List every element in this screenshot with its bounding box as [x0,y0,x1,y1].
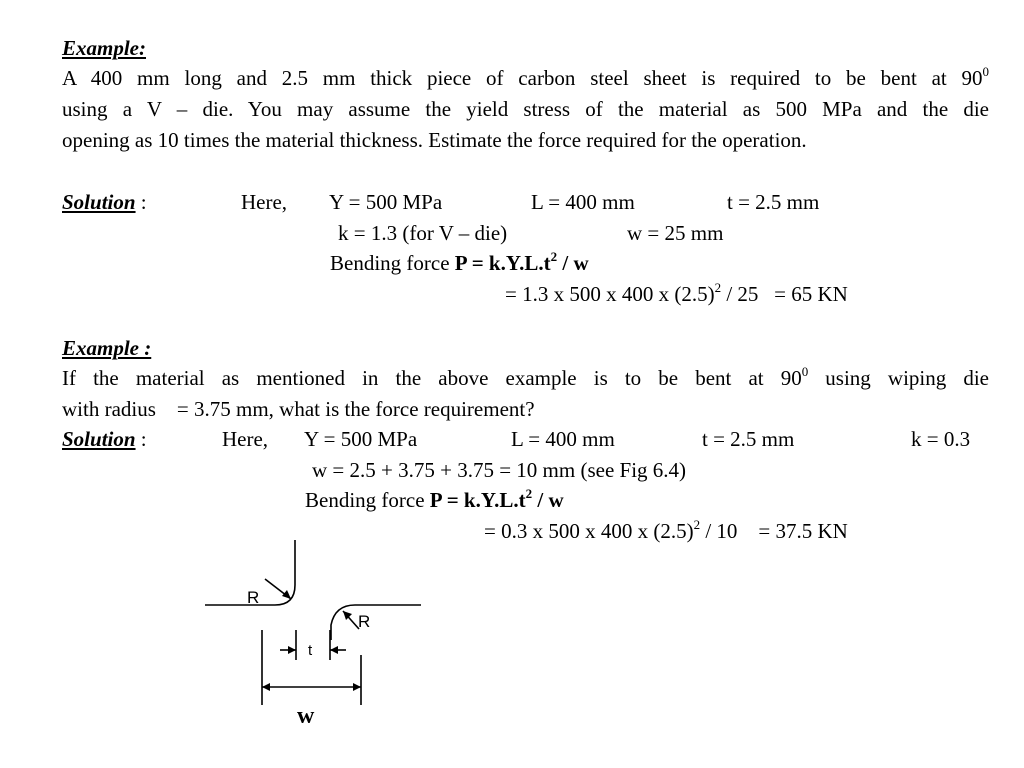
w-label: w [297,703,315,729]
solution2-heading: Solution : [62,427,147,451]
t-arrowhead-right [330,646,338,654]
t-arrowhead-left [288,646,296,654]
example1-line2: using a V – die. You may assume the yield stress of the material as 500 MPa and the die [62,97,989,121]
w-arrowhead-right [353,683,361,691]
solution1-w: w = 25 mm [627,221,724,245]
r-top-arrowhead [282,590,291,599]
solution2-k: k = 0.3 [911,427,971,451]
w-arrowhead-left [262,683,270,691]
solution2-bending-force: Bending force $P = k.Y.L.t^2 / w$ [305,486,564,512]
wiping-die-diagram [195,535,435,735]
solution1-heading: Solution : [62,190,147,214]
t-label: t [308,642,313,659]
example1-line3: opening as 10 times the material thickness. Estimate the force required for the operation. [62,128,807,152]
solution2-calculation: = 0.3 x 500 x 400 x $(2.5)^2 / 10$ = 37.5 KN [484,517,848,543]
solution2-w: w = 2.5 + 3.75 + 3.75 = 10 mm (see Fig 6.4) [312,458,687,482]
right-die-profile [331,605,421,640]
example1-line1: A 400 mm long and 2.5 mm thick piece of carbon steel sheet is required to be bent at $90^0$ [62,64,989,90]
solution1-calculation: = 1.3 x 500 x 400 x $(2.5)^2 / 25 = 65$ KN [505,280,848,306]
solution1-here: Here, [241,190,288,214]
example2-line1: If the material as mentioned in the above example is to be bent at $90^0$ using wiping die [62,364,989,390]
r-top-label: R [247,588,260,607]
solution2-here: Here, [222,427,269,451]
r-right-label: R [358,612,371,631]
solution2-Y: Y = 500 MPa [304,427,418,451]
solution1-bending-force: Bending force $P = k.Y.L.t^2 / w$ [330,249,589,275]
example2-heading: Example : [62,336,152,360]
solution1-k: k = 1.3 (for V – die) [338,221,508,245]
solution2-L: L = 400 mm [511,427,615,451]
solution1-Y: Y = 500 MPa [329,190,443,214]
solution1-L: L = 400 mm [531,190,635,214]
example1-heading: Example: [62,36,146,60]
example2-line2: with radius = 3.75 mm, what is the force requirement? [62,397,535,421]
solution2-t: t = 2.5 mm [702,427,795,451]
solution1-t: t = 2.5 mm [727,190,820,214]
